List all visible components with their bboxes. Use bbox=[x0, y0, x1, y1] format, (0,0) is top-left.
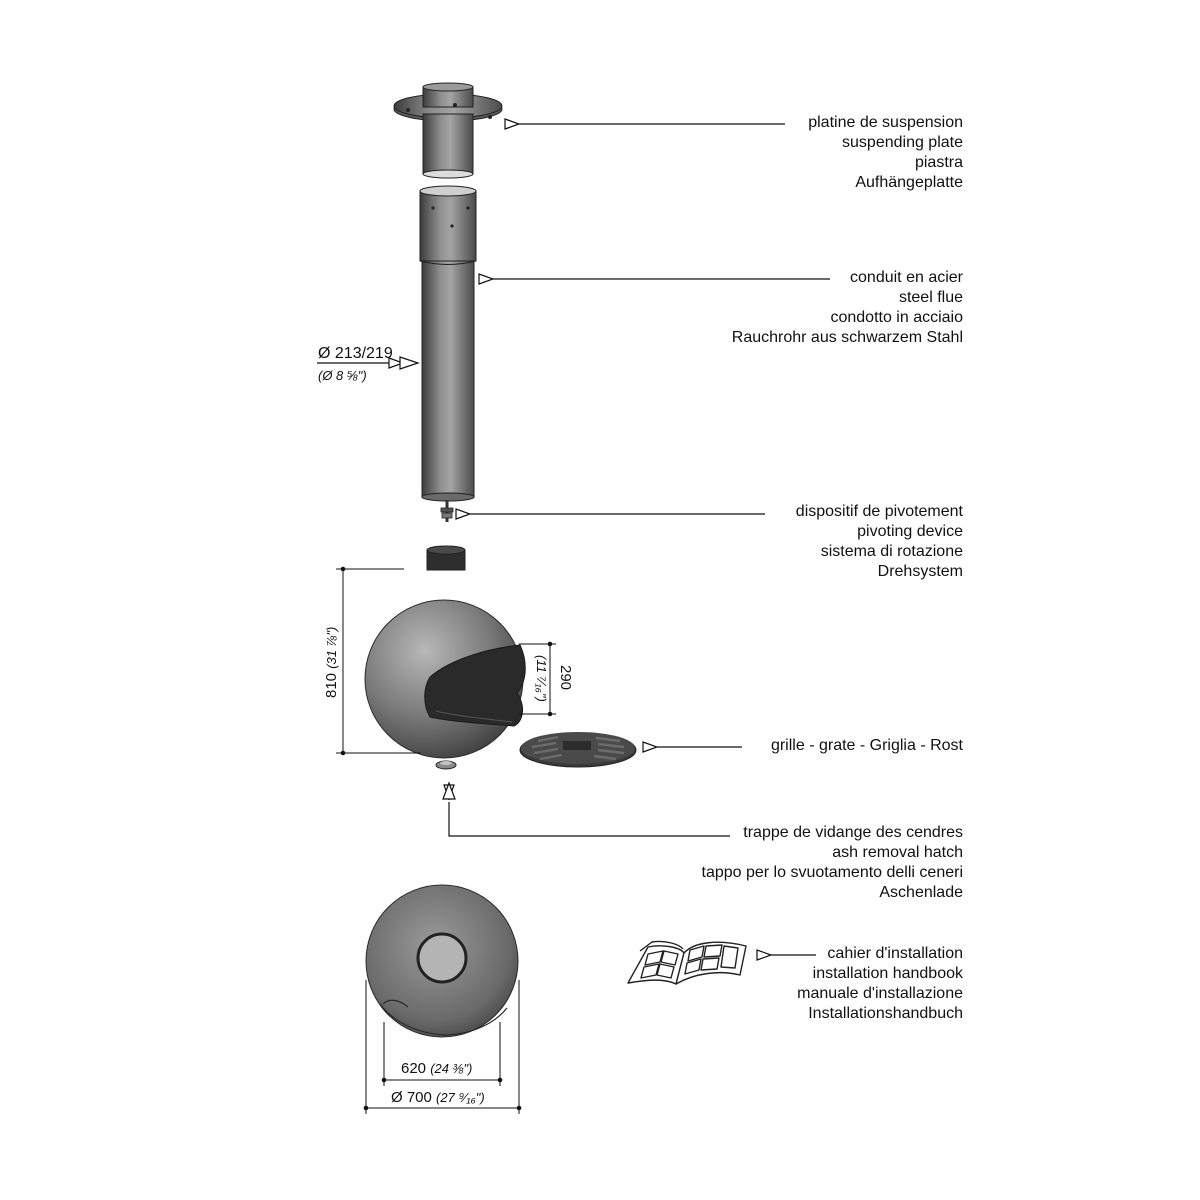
handbook-icon bbox=[628, 941, 746, 984]
flue-dim-arrow bbox=[400, 357, 418, 369]
steel-flue bbox=[420, 186, 476, 501]
width-outer-label bbox=[391, 1089, 485, 1107]
label-it: condotto in acciaio bbox=[830, 309, 963, 326]
label-grate bbox=[771, 736, 963, 756]
sphere-fireplace bbox=[365, 546, 525, 758]
label-fr: dispositif de pivotement bbox=[795, 503, 963, 520]
label-pivoting-device bbox=[796, 502, 963, 582]
label-it: tappo per lo svuotamento delli ceneri bbox=[701, 864, 963, 881]
label-it: sistema di rotazione bbox=[820, 543, 963, 560]
label-de: Aufhängeplatte bbox=[855, 174, 963, 191]
height-value: 810 bbox=[323, 672, 340, 698]
label-fr: trappe de vidange des cendres bbox=[743, 824, 963, 841]
label-handbook bbox=[797, 944, 963, 1024]
opening-value: 290 bbox=[557, 665, 574, 691]
width-inner-label bbox=[401, 1060, 472, 1078]
label-de: Installationshandbuch bbox=[808, 1005, 963, 1022]
suspending-plate bbox=[394, 83, 502, 178]
width-outer-value: Ø 700 bbox=[391, 1089, 432, 1106]
flue-diameter-label: Ø 213/219 bbox=[318, 345, 393, 362]
label-fr: platine de suspension bbox=[808, 114, 963, 131]
label-en: ash removal hatch bbox=[832, 844, 963, 861]
opening-dimension-label bbox=[556, 665, 574, 690]
label-ash-hatch bbox=[702, 823, 964, 903]
height-dimension-label bbox=[323, 627, 341, 698]
label-en: suspending plate bbox=[842, 134, 963, 151]
width-outer-inch-value: (27 ⁹⁄₁₆") bbox=[436, 1090, 485, 1105]
pivoting-device bbox=[441, 500, 453, 522]
height-inch-value: (31 ⅞") bbox=[324, 626, 339, 669]
ash-arrow bbox=[443, 783, 455, 799]
label-en: steel flue bbox=[898, 289, 963, 306]
label-grate-text: grille - grate - Griglia - Rost bbox=[770, 737, 963, 754]
top-view bbox=[366, 885, 518, 1037]
flue-diameter-inch-label bbox=[318, 367, 367, 385]
label-en: pivoting device bbox=[857, 523, 963, 540]
label-fr: cahier d'installation bbox=[827, 945, 963, 962]
label-it: manuale d'installazione bbox=[797, 985, 963, 1002]
opening-inch-label bbox=[532, 655, 550, 702]
label-steel-flue bbox=[732, 268, 963, 348]
ash-hatch bbox=[436, 761, 456, 769]
grate bbox=[520, 732, 636, 767]
width-inner-value: 620 bbox=[401, 1060, 427, 1077]
width-inner-inch-value: (24 ⅜") bbox=[430, 1061, 473, 1076]
label-de: Rauchrohr aus schwarzem Stahl bbox=[731, 329, 963, 346]
label-it: piastra bbox=[914, 154, 963, 171]
label-de: Drehsystem bbox=[877, 563, 963, 580]
label-fr: conduit en acier bbox=[850, 269, 963, 286]
opening-inch-value: (11 ⁷⁄₁₆") bbox=[534, 655, 549, 702]
label-suspending-plate bbox=[808, 113, 963, 193]
label-en: installation handbook bbox=[812, 965, 963, 982]
label-de: Aschenlade bbox=[879, 884, 963, 901]
flue-diameter-inch-text: (Ø 8 ⅝") bbox=[318, 368, 367, 383]
